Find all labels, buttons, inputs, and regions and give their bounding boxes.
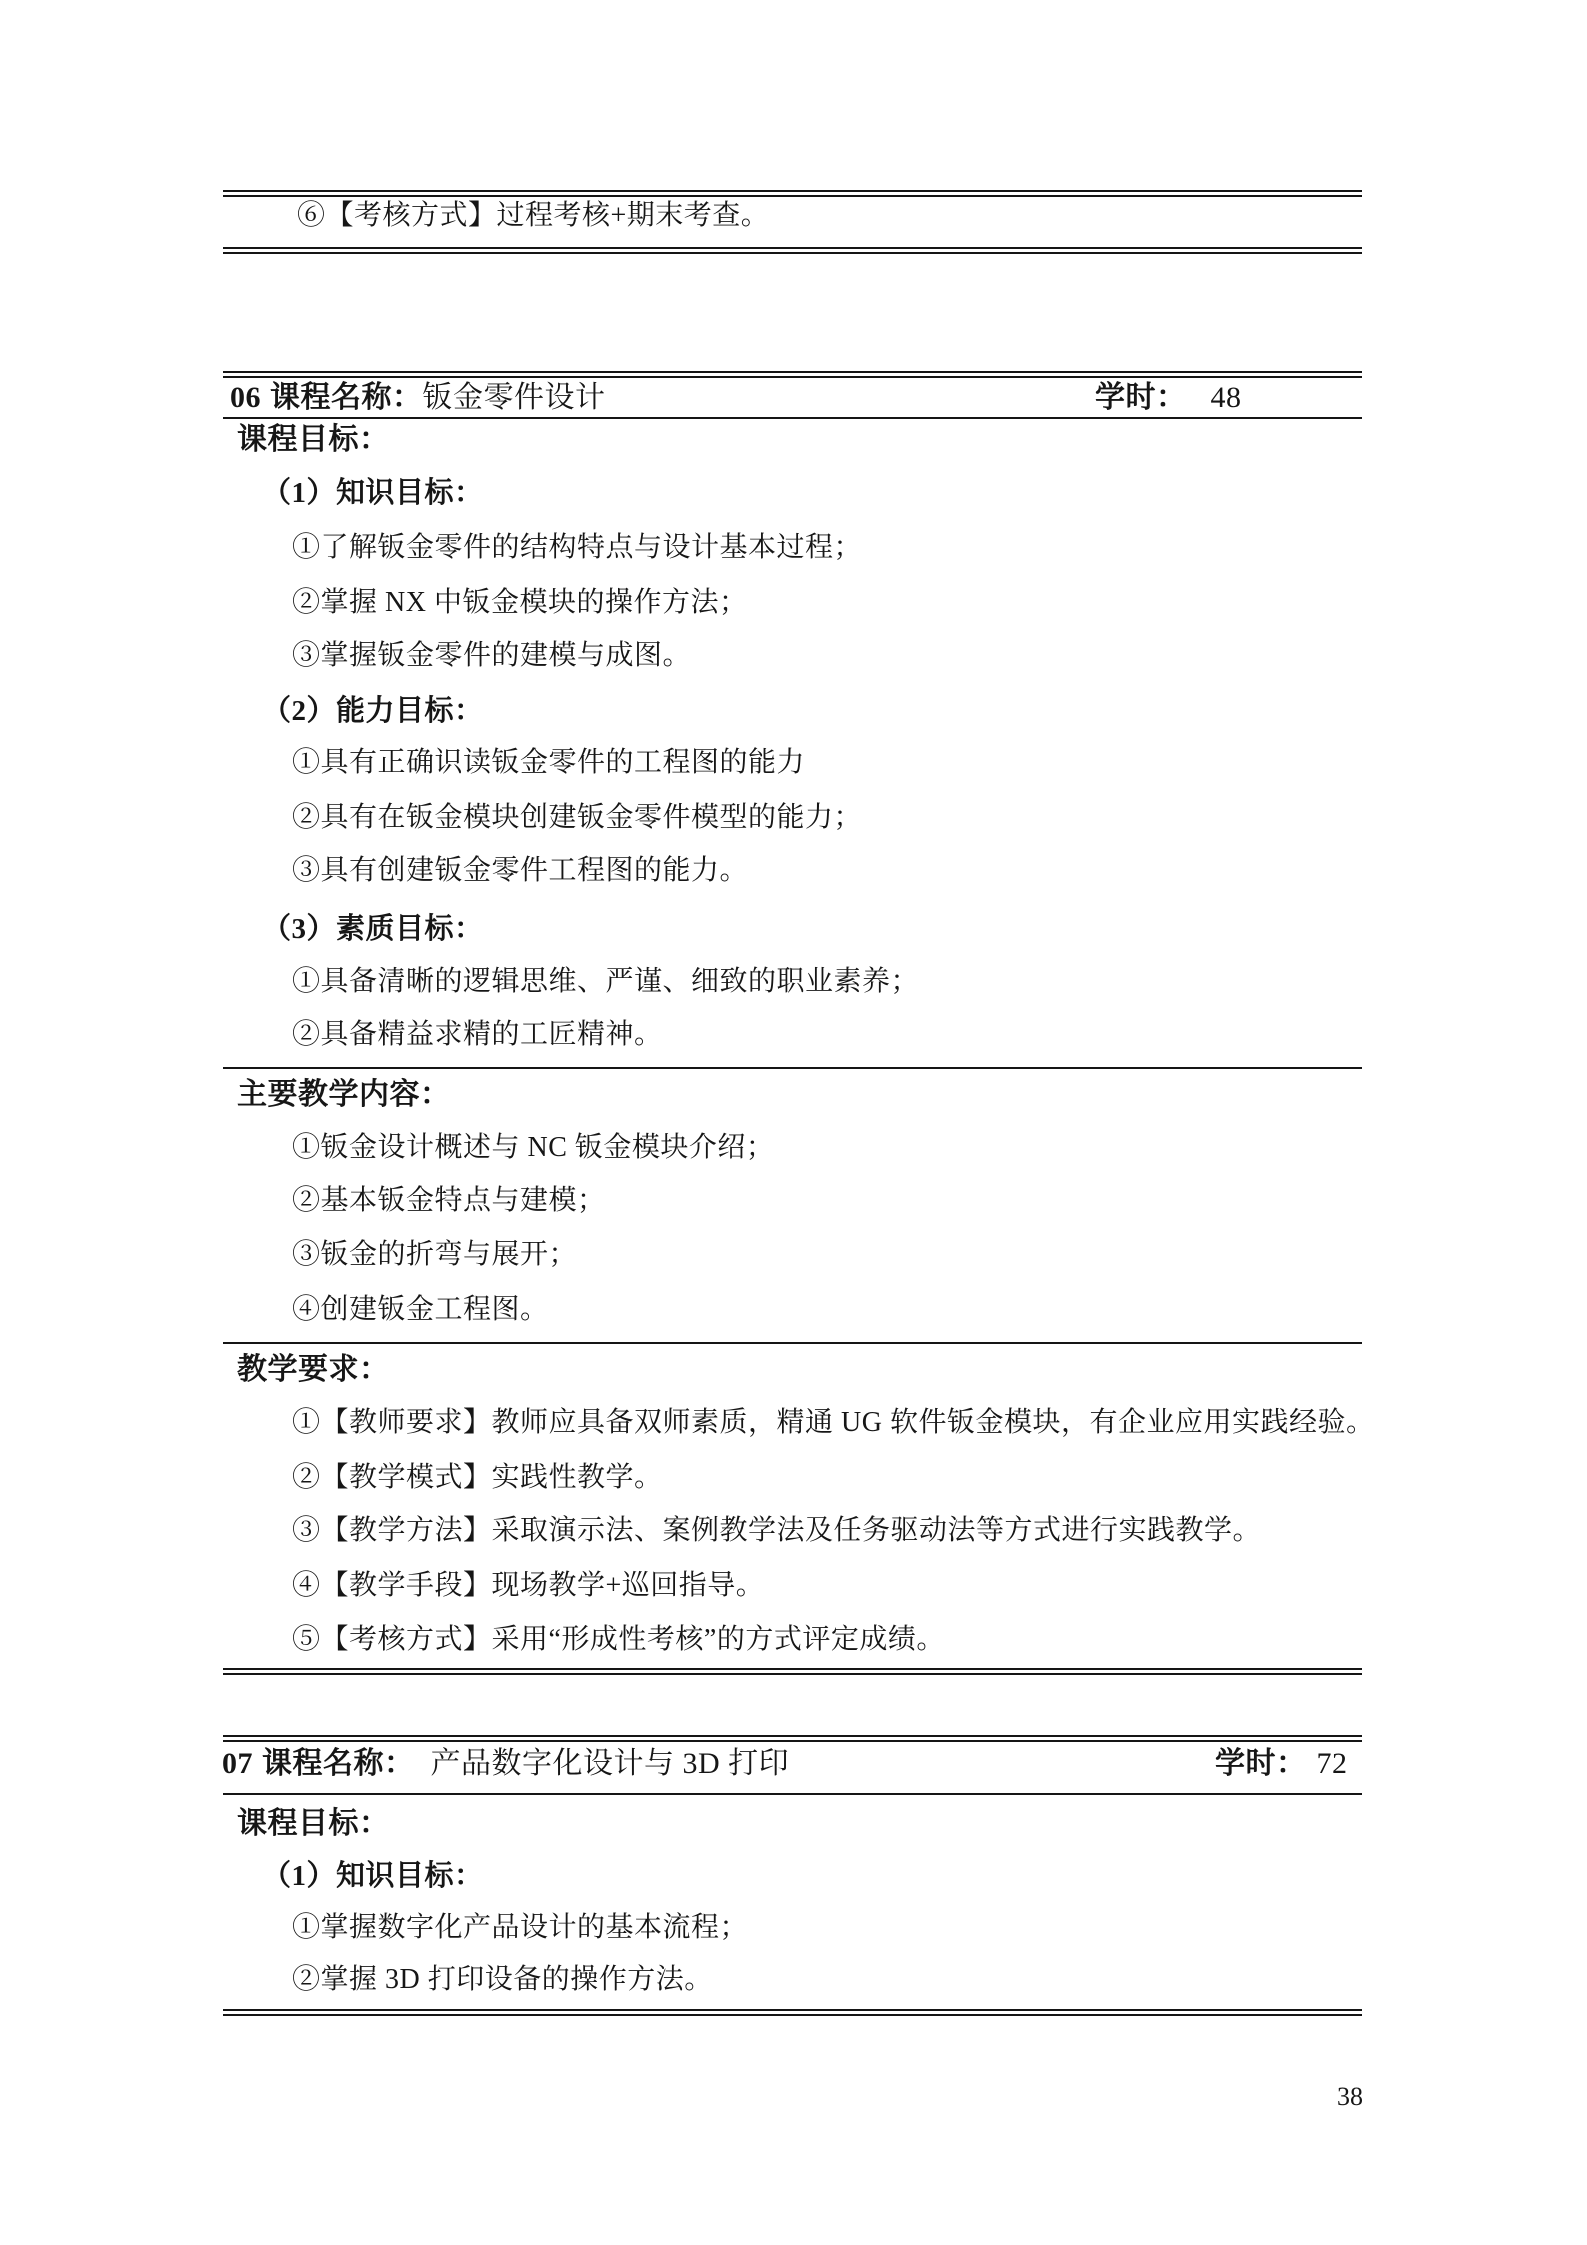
list-item: ④创建钣金工程图。: [292, 1294, 549, 1325]
course-name-label: 课程名称：: [270, 381, 423, 414]
hours-label: 学时：: [1215, 1747, 1307, 1780]
list-item: ②具备精益求精的工匠精神。: [292, 1019, 663, 1050]
course-name-label: 课程名称：: [262, 1747, 415, 1780]
list-item: ②具有在钣金模块创建钣金零件模型的能力；: [292, 802, 863, 833]
list-item: ①具备清晰的逻辑思维、严谨、细致的职业素养；: [292, 966, 920, 997]
section-label-content: 主要教学内容：: [237, 1078, 451, 1111]
separator-double: [223, 2009, 1362, 2016]
course-name: 产品数字化设计与 3D 打印: [430, 1747, 790, 1780]
hours-label: 学时：: [1095, 381, 1187, 414]
list-item: ③钣金的折弯与展开；: [292, 1239, 578, 1270]
separator-single: [223, 1067, 1362, 1069]
course-code: 07: [222, 1747, 253, 1780]
section-label-requirements: 教学要求：: [237, 1353, 390, 1386]
list-item: ⑥【考核方式】过程考核+期末考查。: [297, 200, 770, 231]
list-item: ②【教学模式】实践性教学。: [292, 1462, 663, 1493]
course-hours: [1215, 1746, 1348, 1782]
list-item: ①【教师要求】教师应具备双师素质，精通 UG 软件钣金模块，有企业应用实践经验。: [292, 1407, 1375, 1438]
objective-group-heading: （3）素质目标：: [262, 913, 484, 945]
separator-single: [223, 1342, 1362, 1344]
objective-group-heading: （1）知识目标：: [262, 1860, 484, 1892]
list-item: ①钣金设计概述与 NC 钣金模块介绍；: [292, 1132, 775, 1163]
list-item: ①具有正确识读钣金零件的工程图的能力: [292, 747, 806, 778]
course-name: 钣金零件设计: [422, 381, 606, 414]
course-hours: [1095, 380, 1242, 416]
list-item: ③掌握钣金零件的建模与成图。: [292, 640, 692, 671]
course-header: [222, 1746, 789, 1782]
separator-double: [223, 371, 1362, 378]
objective-group-heading: （1）知识目标：: [262, 477, 484, 509]
list-item: ②掌握 NX 中钣金模块的操作方法；: [292, 587, 748, 618]
list-item: ②基本钣金特点与建模；: [292, 1185, 606, 1216]
objective-group-heading: （2）能力目标：: [262, 695, 484, 727]
course-code: 06: [230, 381, 261, 414]
page-number: 38: [1337, 2082, 1363, 2111]
list-item: ③具有创建钣金零件工程图的能力。: [292, 855, 749, 886]
separator-single: [223, 1793, 1362, 1795]
list-item: ②掌握 3D 打印设备的操作方法。: [292, 1964, 713, 1995]
section-label-objectives: 课程目标：: [237, 423, 390, 456]
separator-double: [223, 1668, 1362, 1675]
section-label-objectives: 课程目标：: [237, 1807, 390, 1840]
list-item: ①掌握数字化产品设计的基本流程；: [292, 1912, 749, 1943]
list-item: ①了解钣金零件的结构特点与设计基本过程；: [292, 532, 863, 563]
separator-double: [223, 247, 1362, 254]
course-header: [230, 380, 606, 416]
separator-double: [223, 190, 1362, 197]
list-item: ⑤【考核方式】采用“形成性考核”的方式评定成绩。: [292, 1624, 945, 1655]
list-item: ④【教学手段】现场教学+巡回指导。: [292, 1570, 765, 1601]
list-item: ③【教学方法】采取演示法、案例教学法及任务驱动法等方式进行实践教学。: [292, 1515, 1262, 1546]
hours-value: 48: [1210, 381, 1242, 414]
hours-value: 72: [1316, 1747, 1348, 1780]
separator-single: [223, 417, 1362, 419]
separator-double: [223, 1735, 1362, 1742]
